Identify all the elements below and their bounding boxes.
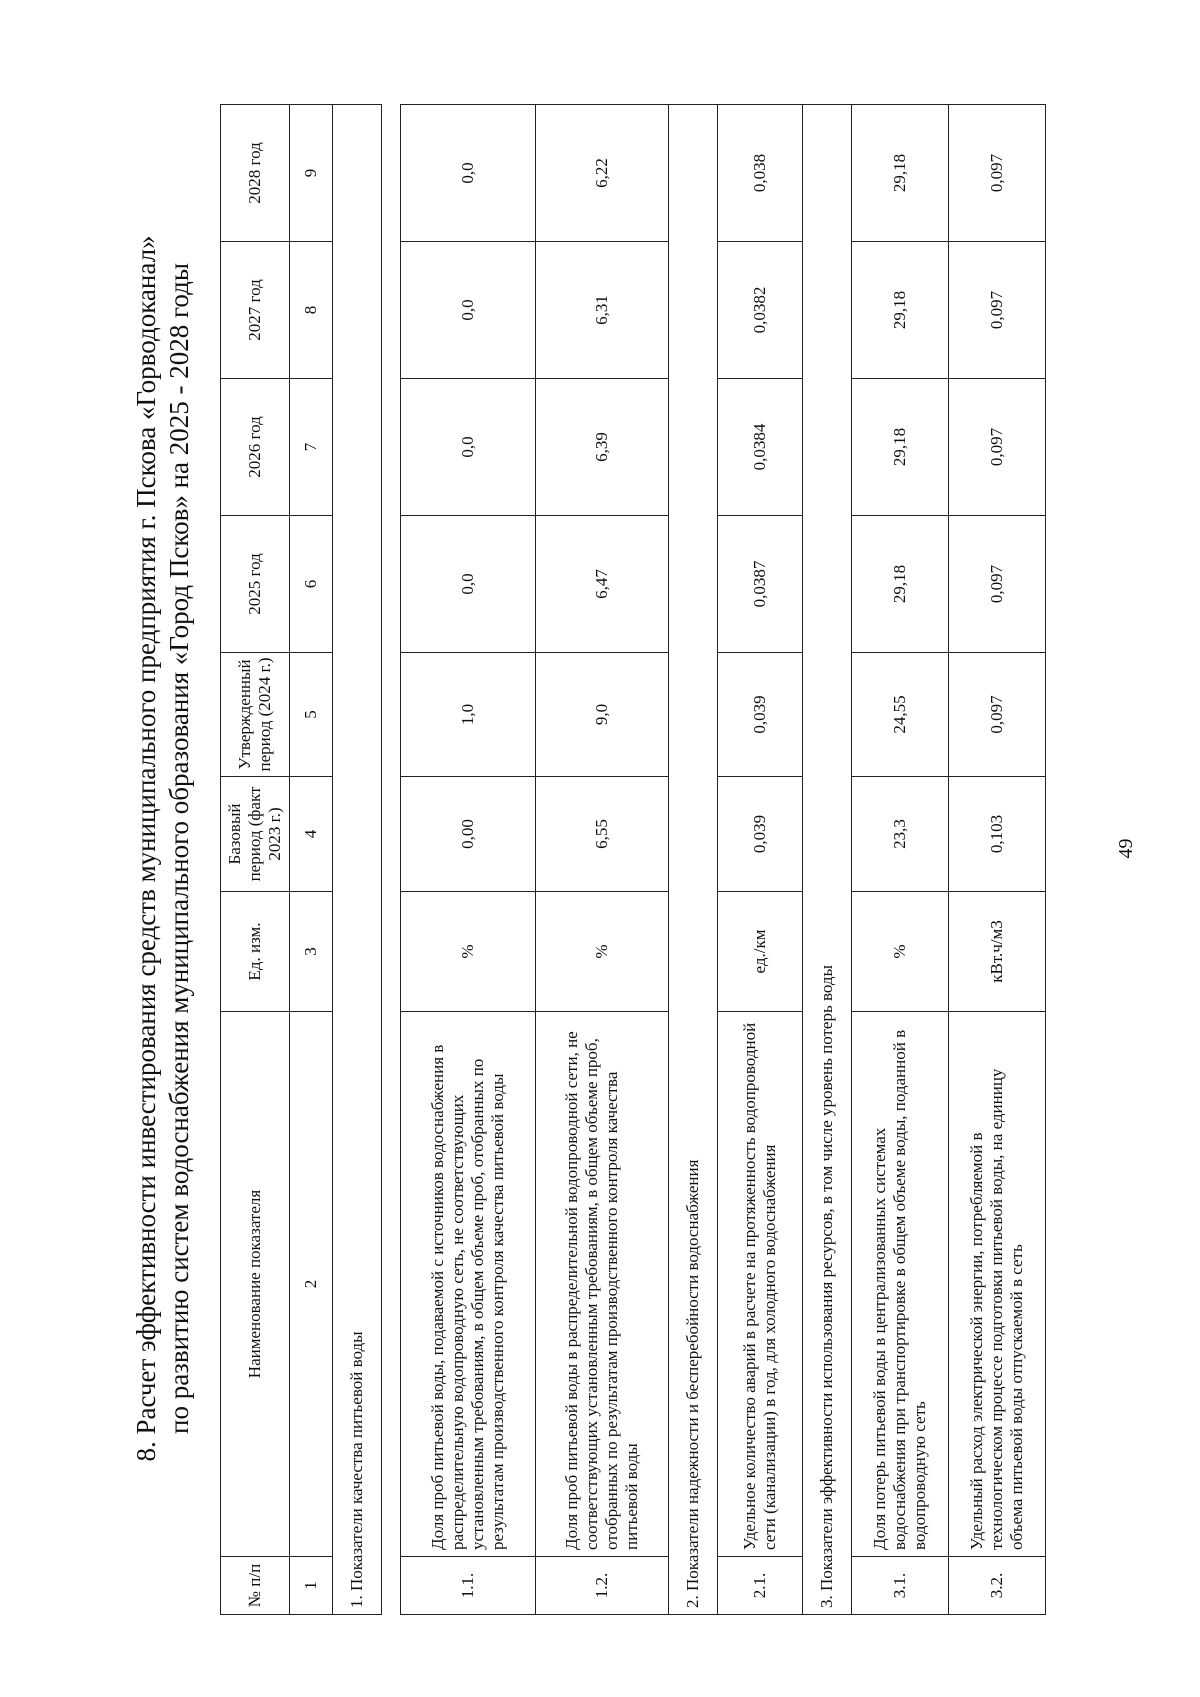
- value-cell: 0,0: [401, 105, 536, 242]
- column-number: 6: [290, 516, 333, 653]
- row-number: 3.1.: [852, 1557, 949, 1615]
- column-number: 9: [290, 105, 333, 242]
- value-cell: 29,18: [852, 516, 949, 653]
- table-row: [949, 105, 1046, 1615]
- value-cell: 0,097: [949, 379, 1046, 516]
- indicator-name: Удельный расход электрической энергии, потребляемой в технологическом процессе подготовки питьевой воды, на единицу объема питьевой воды отпускаемой в сеть: [949, 1012, 1046, 1557]
- value-cell: 0,00: [401, 777, 536, 892]
- table-row: [536, 105, 669, 1615]
- table-row: [718, 105, 803, 1615]
- header-cell: 2025 год: [221, 516, 290, 653]
- section-title: 2. Показатели надежности и бесперебойности водоснабжения: [669, 105, 718, 1615]
- header-cell: 2026 год: [221, 379, 290, 516]
- column-number: 5: [290, 653, 333, 777]
- header-cell: Утвержденный период (2024 г.): [221, 653, 290, 777]
- header-cell: Базовый период (факт 2023 г.): [221, 777, 290, 892]
- row-number: 2.1.: [718, 1557, 803, 1615]
- value-cell: 29,18: [852, 105, 949, 242]
- indicator-name: Доля потерь питьевой воды в централизованных системах водоснабжения при транспортировке в общем объеме воды, поданной в водопроводную сеть: [852, 1012, 949, 1557]
- header-row: [221, 105, 290, 1615]
- table-row: [852, 105, 949, 1615]
- page-number: 49: [1115, 838, 1137, 859]
- header-cell: № п/п: [221, 1557, 290, 1615]
- column-number: 1: [290, 1557, 333, 1615]
- value-cell: 0,103: [949, 777, 1046, 892]
- row-number: 1.2.: [536, 1557, 669, 1615]
- section-header-row: [669, 105, 718, 1615]
- value-cell: 6,31: [536, 242, 669, 379]
- header-cell: Ед. изм.: [221, 892, 290, 1012]
- unit: кВт.ч/м3: [949, 892, 1046, 1012]
- value-cell: 29,18: [852, 379, 949, 516]
- column-number-row: [290, 105, 333, 1615]
- value-cell: 0,038: [718, 105, 803, 242]
- value-cell: 0,097: [949, 242, 1046, 379]
- indicators-table-container: [220, 105, 1046, 1615]
- unit: %: [852, 892, 949, 1012]
- spacer-cell: [382, 105, 401, 1615]
- value-cell: 6,55: [536, 777, 669, 892]
- value-cell: 24,55: [852, 653, 949, 777]
- value-cell: 0,039: [718, 777, 803, 892]
- unit: %: [536, 892, 669, 1012]
- section-title: 3. Показатели эффективности использования ресурсов, в том числе уровень потерь воды: [803, 105, 852, 1615]
- value-cell: 6,47: [536, 516, 669, 653]
- value-cell: 0,0: [401, 379, 536, 516]
- indicator-name: Удельное количество аварий в расчете на протяженность водопроводной сети (канализации) в год, для холодного водоснабжения: [718, 1012, 803, 1557]
- header-cell: 2028 год: [221, 105, 290, 242]
- indicator-name: Доля проб питьевой воды, подаваемой с источников водоснабжения в распределительную водопроводную сеть, не соответствующих установленным требованиям, в общем объеме проб, отобранных по результатам производственного контроля качества питьевой воды: [401, 1012, 536, 1557]
- row-number: 1.1.: [401, 1557, 536, 1615]
- section-header-row: [333, 105, 382, 1615]
- header-cell: Наименование показателя: [221, 1012, 290, 1557]
- title-line-1: 8. Расчет эффективности инвестирования средств муниципального предприятия г. Пскова «Горводоканал»: [131, 235, 161, 1462]
- column-number: 7: [290, 379, 333, 516]
- unit: ед./км: [718, 892, 803, 1012]
- title-line-2: по развитию систем водоснабжения муниципального образования «Город Псков» на 2025 - 2028 годы: [164, 263, 194, 1434]
- document-title: [130, 0, 196, 1697]
- row-number: 3.2.: [949, 1557, 1046, 1615]
- indicator-name: Доля проб питьевой воды в распределительной водопроводной сети, не соответствующих установленным требованиям, в общем объеме проб, отобранных по результатам производственного контроля качества питьевой воды: [536, 1012, 669, 1557]
- column-number: 2: [290, 1012, 333, 1557]
- value-cell: 6,22: [536, 105, 669, 242]
- value-cell: 1,0: [401, 653, 536, 777]
- value-cell: 6,39: [536, 379, 669, 516]
- value-cell: 0,0387: [718, 516, 803, 653]
- value-cell: 23,3: [852, 777, 949, 892]
- value-cell: 0,0: [401, 516, 536, 653]
- value-cell: 0,0: [401, 242, 536, 379]
- value-cell: 0,0382: [718, 242, 803, 379]
- column-number: 3: [290, 892, 333, 1012]
- section-title: 1. Показатели качества питьевой воды: [333, 105, 382, 1615]
- table-row: [401, 105, 536, 1615]
- value-cell: 0,0384: [718, 379, 803, 516]
- column-number: 8: [290, 242, 333, 379]
- spacer-row: [382, 105, 401, 1615]
- value-cell: 0,039: [718, 653, 803, 777]
- value-cell: 9,0: [536, 653, 669, 777]
- column-number: 4: [290, 777, 333, 892]
- indicators-table: [220, 104, 1046, 1615]
- section-header-row: [803, 105, 852, 1615]
- value-cell: 0,097: [949, 653, 1046, 777]
- value-cell: 29,18: [852, 242, 949, 379]
- value-cell: 0,097: [949, 105, 1046, 242]
- unit: %: [401, 892, 536, 1012]
- header-cell: 2027 год: [221, 242, 290, 379]
- value-cell: 0,097: [949, 516, 1046, 653]
